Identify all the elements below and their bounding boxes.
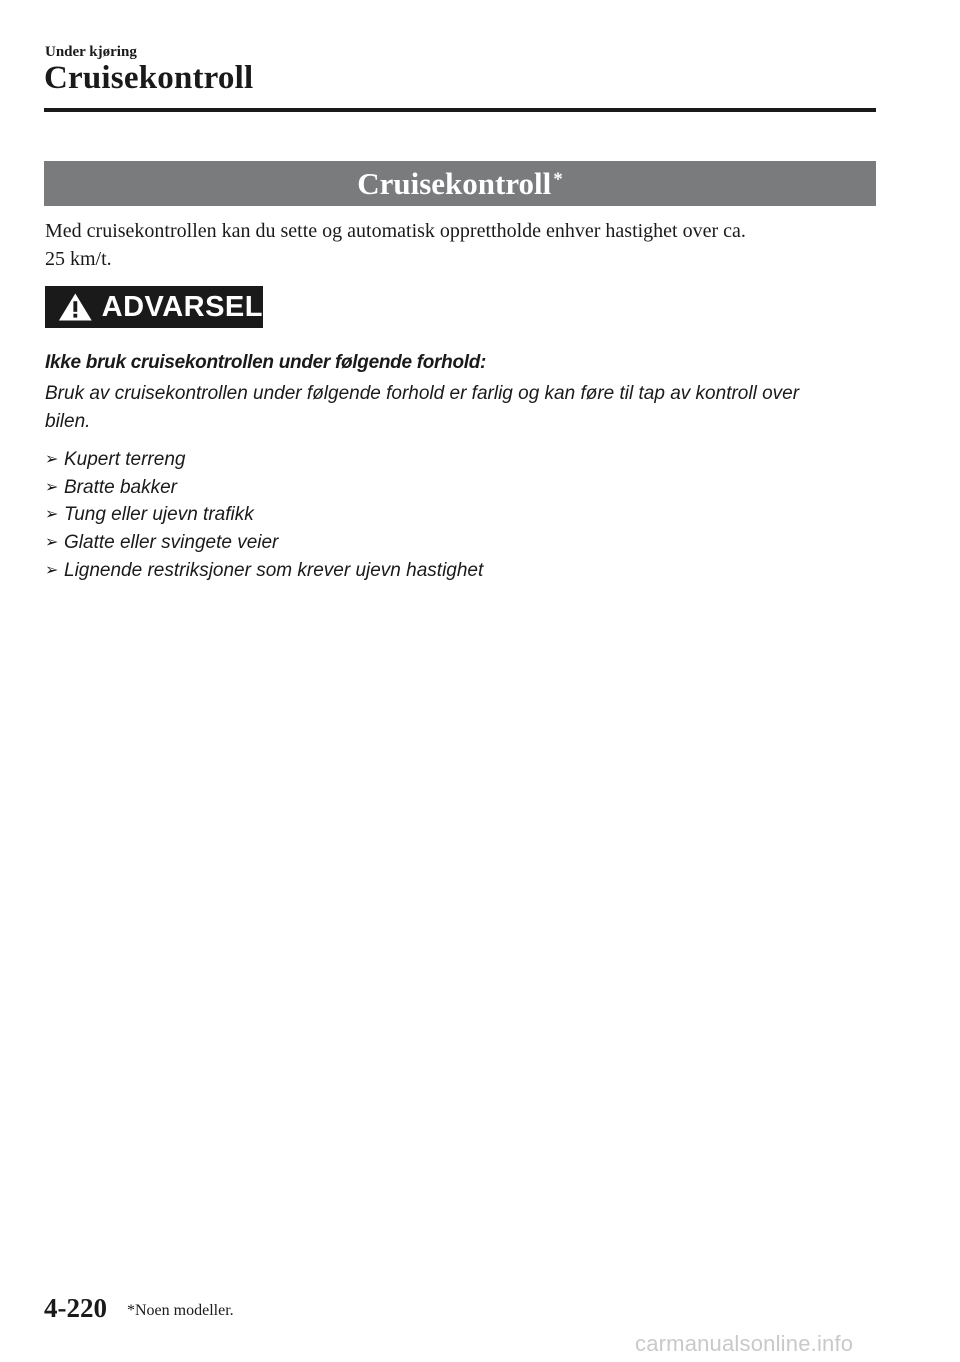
list-item	[45, 446, 483, 474]
list-item	[45, 529, 483, 557]
banner-marker: *	[553, 168, 563, 190]
section-label: Under kjøring	[45, 44, 137, 60]
footnote: *Noen modeller.	[127, 1302, 234, 1319]
arrow-bullet-icon: ➢	[45, 561, 59, 579]
banner-title: Cruisekontroll	[357, 165, 552, 201]
intro-line-2: 25 km/t.	[45, 248, 112, 270]
warning-triangle-icon	[57, 291, 94, 323]
list-item	[45, 474, 483, 502]
list-item	[45, 501, 483, 529]
warning-body-line-1: Bruk av cruisekontrollen under følgende forhold er farlig og kan føre til tap av kontroll over	[45, 383, 800, 404]
intro-line-1: Med cruisekontrollen kan du sette og automatisk opprettholde enhver hastighet over ca.	[45, 220, 746, 242]
warning-badge	[45, 286, 263, 328]
chapter-title: Cruisekontroll	[44, 60, 254, 96]
arrow-bullet-icon: ➢	[45, 478, 59, 496]
warning-body-line-2: bilen.	[45, 411, 91, 432]
list-item-text: Glatte eller svingete veier	[64, 532, 279, 554]
warning-bullet-list	[45, 446, 483, 584]
intro-paragraph	[45, 217, 865, 273]
list-item-text: Bratte bakker	[64, 476, 177, 498]
chapter-rule	[44, 108, 876, 112]
list-item-text: Lignende restriksjoner som krever ujevn hastighet	[64, 559, 484, 581]
arrow-bullet-icon: ➢	[45, 451, 59, 468]
list-item-text: Tung eller ujevn trafikk	[64, 504, 254, 526]
warning-heading: Ikke bruk cruisekontrollen under følgende forhold:	[45, 352, 487, 373]
list-item	[45, 557, 483, 585]
section-banner	[44, 161, 876, 206]
warning-body	[45, 380, 865, 436]
watermark[interactable]: carmanualsonline.info	[635, 1331, 854, 1356]
arrow-bullet-icon: ➢	[45, 506, 59, 524]
list-item-text: Kupert terreng	[64, 449, 186, 470]
arrow-bullet-icon: ➢	[45, 534, 59, 552]
warning-label: ADVARSEL	[101, 290, 263, 323]
page-number: 4-220	[44, 1293, 107, 1323]
